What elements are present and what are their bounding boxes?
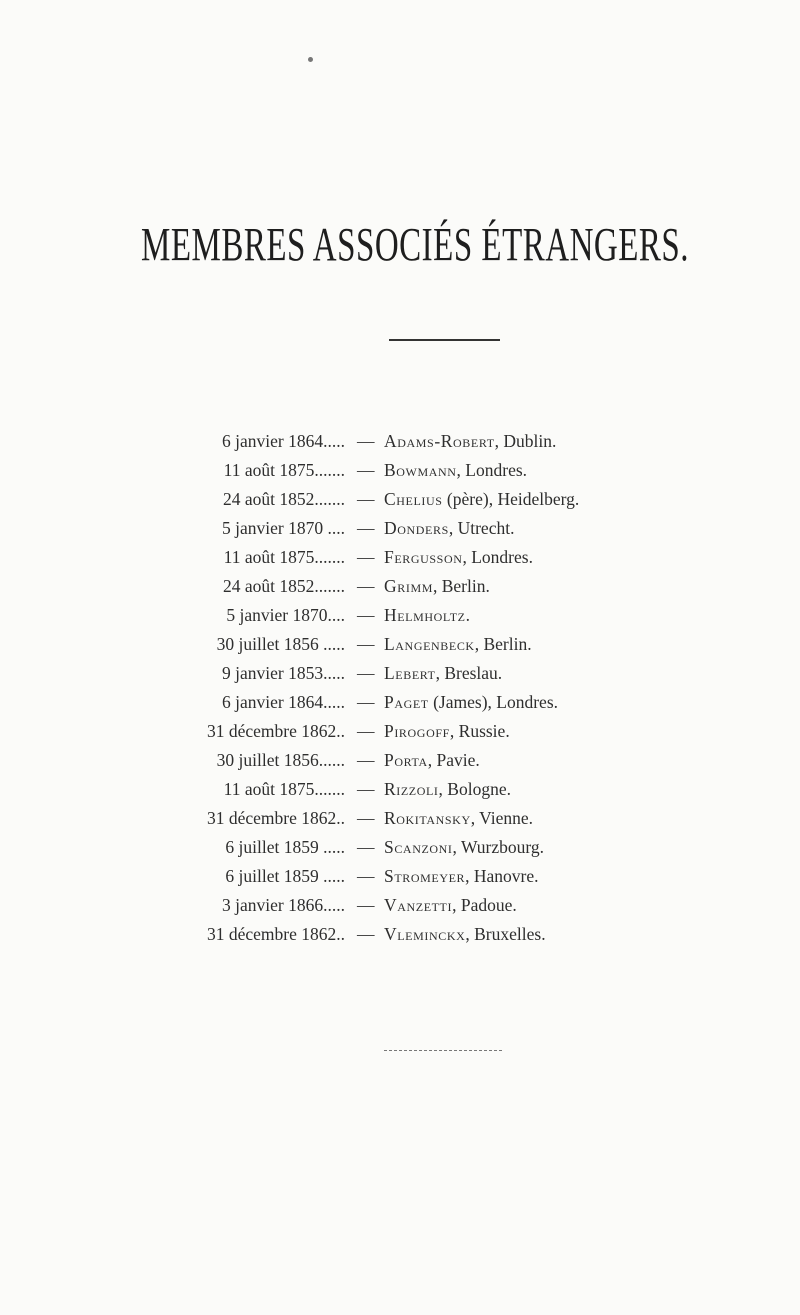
member-entry xyxy=(0,775,800,804)
election-date: 30 juillet 1856...... xyxy=(216,750,345,770)
member-name: Rizzoli xyxy=(384,779,439,799)
title-divider xyxy=(389,339,500,341)
member-name: Fergusson xyxy=(384,547,463,567)
member-entry xyxy=(0,659,800,688)
member-name: Pirogoff xyxy=(384,721,450,741)
em-dash-separator: — xyxy=(357,808,375,828)
member-entry xyxy=(0,514,800,543)
member-location: , Utrecht. xyxy=(448,518,515,538)
member-entry xyxy=(0,717,800,746)
member-entry xyxy=(0,746,800,775)
member-name: Helmholtz xyxy=(384,605,466,625)
member-text xyxy=(384,659,502,688)
em-dash-separator: — xyxy=(357,721,375,741)
member-text xyxy=(384,572,490,601)
member-entry xyxy=(0,543,800,572)
member-entry xyxy=(0,572,800,601)
member-location: , Hanovre. xyxy=(465,866,539,886)
member-location: (père), Heidelberg. xyxy=(442,489,580,509)
member-text xyxy=(384,601,470,630)
member-text xyxy=(384,920,546,949)
member-name: Donders xyxy=(384,518,449,538)
election-date: 11 août 1875....... xyxy=(223,779,345,799)
member-location: , Padoue. xyxy=(452,895,517,915)
member-location: , Londres. xyxy=(456,460,528,480)
member-entry xyxy=(0,833,800,862)
em-dash-separator: — xyxy=(357,576,375,596)
member-location: (James), Londres. xyxy=(428,692,559,712)
member-text xyxy=(384,804,533,833)
member-entry xyxy=(0,427,800,456)
member-location: , Russie. xyxy=(449,721,510,741)
election-date: 6 juillet 1859 ..... xyxy=(225,837,345,857)
member-name: Stromeyer xyxy=(384,866,466,886)
member-name: Porta xyxy=(384,750,428,770)
election-date: 9 janvier 1853..... xyxy=(222,663,345,683)
member-text xyxy=(384,717,510,746)
em-dash-separator: — xyxy=(357,779,375,799)
election-date: 6 janvier 1864..... xyxy=(222,431,345,451)
election-date: 11 août 1875....... xyxy=(223,547,345,567)
member-location: , Vienne. xyxy=(470,808,534,828)
member-text xyxy=(384,775,511,804)
member-name: Adams-Robert xyxy=(384,431,495,451)
em-dash-separator: — xyxy=(357,634,375,654)
member-location: , Berlin. xyxy=(474,634,532,654)
election-date: 6 janvier 1864..... xyxy=(222,692,345,712)
member-location: , Bologne. xyxy=(438,779,511,799)
em-dash-separator: — xyxy=(357,924,375,944)
election-date: 5 janvier 1870 .... xyxy=(222,518,345,538)
member-entry xyxy=(0,862,800,891)
member-location: , Dublin. xyxy=(494,431,557,451)
page-title: MEMBRES ASSOCIÉS ÉTRANGERS. xyxy=(140,220,690,273)
em-dash-separator: — xyxy=(357,460,375,480)
em-dash-separator: — xyxy=(357,866,375,886)
member-entry xyxy=(0,456,800,485)
member-text xyxy=(384,427,556,456)
member-text xyxy=(384,543,533,572)
member-name: Vleminckx xyxy=(384,924,466,944)
election-date: 11 août 1875....... xyxy=(223,460,345,480)
member-name: Grimm xyxy=(384,576,433,596)
member-entry xyxy=(0,804,800,833)
member-location: . xyxy=(465,605,470,625)
member-text xyxy=(384,485,579,514)
member-entry xyxy=(0,630,800,659)
election-date: 31 décembre 1862.. xyxy=(206,721,345,741)
member-name: Bowmann xyxy=(384,460,457,480)
member-entry xyxy=(0,485,800,514)
bottom-divider xyxy=(384,1050,502,1051)
member-name: Paget xyxy=(384,692,429,712)
em-dash-separator: — xyxy=(357,547,375,567)
member-entry xyxy=(0,601,800,630)
election-date: 6 juillet 1859 ..... xyxy=(225,866,345,886)
member-text xyxy=(384,514,514,543)
em-dash-separator: — xyxy=(357,837,375,857)
member-text xyxy=(384,891,517,920)
ink-speck xyxy=(308,57,313,62)
election-date: 31 décembre 1862.. xyxy=(206,808,345,828)
member-text xyxy=(384,688,558,717)
member-name: Scanzoni xyxy=(384,837,453,857)
member-text xyxy=(384,746,480,775)
member-entry xyxy=(0,891,800,920)
member-name: Rokitansky xyxy=(384,808,471,828)
member-list xyxy=(0,427,800,949)
em-dash-separator: — xyxy=(357,489,375,509)
member-location: , Londres. xyxy=(462,547,533,567)
member-text xyxy=(384,630,532,659)
member-entry xyxy=(0,688,800,717)
member-name: Chelius xyxy=(384,489,443,509)
member-text xyxy=(384,862,539,891)
em-dash-separator: — xyxy=(357,518,375,538)
em-dash-separator: — xyxy=(357,750,375,770)
election-date: 24 août 1852....... xyxy=(222,489,345,509)
member-text xyxy=(384,833,544,862)
member-name: Langenbeck xyxy=(384,634,475,654)
member-location: , Breslau. xyxy=(435,663,503,683)
member-name: Lebert xyxy=(384,663,436,683)
member-entry xyxy=(0,920,800,949)
member-text xyxy=(384,456,527,485)
em-dash-separator: — xyxy=(357,605,375,625)
election-date: 30 juillet 1856 ..... xyxy=(216,634,345,654)
election-date: 24 août 1852....... xyxy=(222,576,345,596)
em-dash-separator: — xyxy=(357,895,375,915)
member-location: , Wurzbourg. xyxy=(452,837,545,857)
election-date: 3 janvier 1866..... xyxy=(222,895,345,915)
election-date: 31 décembre 1862.. xyxy=(206,924,345,944)
member-location: , Bruxelles. xyxy=(465,924,546,944)
em-dash-separator: — xyxy=(357,431,375,451)
member-location: , Berlin. xyxy=(432,576,490,596)
member-name: Vanzetti xyxy=(384,895,453,915)
em-dash-separator: — xyxy=(357,663,375,683)
election-date: 5 janvier 1870.... xyxy=(226,605,345,625)
member-location: , Pavie. xyxy=(427,750,480,770)
em-dash-separator: — xyxy=(357,692,375,712)
